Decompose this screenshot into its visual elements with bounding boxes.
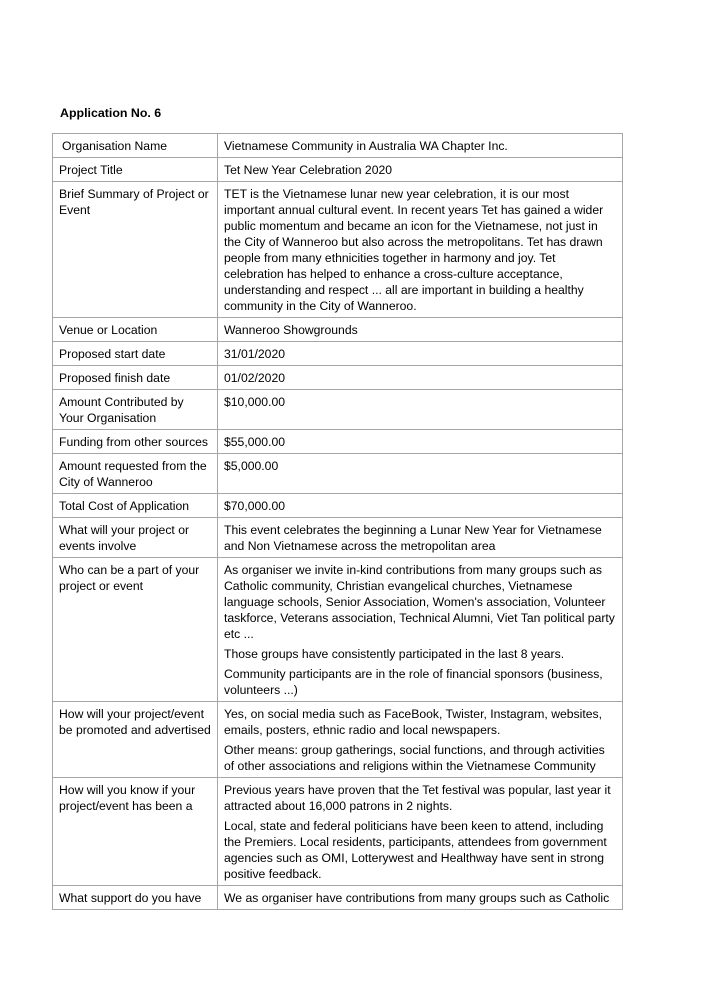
value-paragraph: 01/02/2020 [224, 371, 285, 385]
table-row [53, 182, 623, 318]
value-paragraph: Previous years have proven that the Tet festival was popular, last year it attracted about 16,000 patrons in 2 nights. [224, 783, 611, 813]
table-row [53, 366, 623, 390]
table-row [53, 158, 623, 182]
row-value [218, 318, 623, 342]
row-value [218, 518, 623, 558]
value-paragraph: $70,000.00 [224, 499, 285, 513]
value-paragraph: Those groups have consistently participated in the last 8 years. [224, 647, 565, 661]
row-label: Organisation Name [53, 134, 218, 158]
table-row [53, 558, 623, 702]
value-paragraph: $5,000.00 [224, 459, 279, 473]
value-paragraph: Community participants are in the role of financial sponsors (business, volunteers ...) [224, 667, 603, 697]
row-value [218, 134, 623, 158]
table-row [53, 318, 623, 342]
table-row [53, 342, 623, 366]
value-paragraph: We as organiser have contributions from many groups such as Catholic [224, 891, 610, 905]
value-paragraph: Other means: group gatherings, social functions, and through activities of other associations and religions within the Vietnamese Community [224, 743, 605, 773]
table-row [53, 430, 623, 454]
row-value [218, 454, 623, 494]
row-label: How will you know if your project/event has been a [53, 778, 218, 886]
value-paragraph: $10,000.00 [224, 395, 285, 409]
value-paragraph: Yes, on social media such as FaceBook, Twister, Instagram, websites, emails, posters, ethnic radio and local newspapers. [224, 707, 602, 737]
row-value [218, 182, 623, 318]
row-value [218, 430, 623, 454]
row-value [218, 558, 623, 702]
application-table [52, 133, 623, 910]
table-row [53, 518, 623, 558]
row-label: What support do you have [53, 886, 218, 910]
row-label: Proposed start date [53, 342, 218, 366]
row-label: Who can be a part of your project or event [53, 558, 218, 702]
application-heading: Application No. 6 [60, 106, 162, 120]
row-label: Venue or Location [53, 318, 218, 342]
table-row [53, 778, 623, 886]
row-value [218, 494, 623, 518]
value-paragraph: 31/01/2020 [224, 347, 285, 361]
row-label: How will your project/event be promoted and advertised [53, 702, 218, 778]
value-paragraph: Local, state and federal politicians have been keen to attend, including the Premiers. Local residents, participants, attendees from government agencies such as OMI, Lotterywest and Healthway have sent in strong positive feedback. [224, 819, 607, 881]
table-row [53, 886, 623, 910]
value-paragraph: Wanneroo Showgrounds [224, 323, 358, 337]
row-value [218, 158, 623, 182]
row-label: Total Cost of Application [53, 494, 218, 518]
value-paragraph: TET is the Vietnamese lunar new year celebration, it is our most important annual cultural event. In recent years Tet has gained a wider public momentum and became an icon for the Vietnamese, not just in the City of Wanneroo but also across the metropolitans. Tet has drawn people from many ethnicities together in harmony and joy. Tet celebration has helped to enhance a cross-culture acceptance, understanding and respect ... all are important in building a healthy community in the City of Wanneroo. [224, 187, 604, 313]
table-row [53, 494, 623, 518]
row-label: Funding from other sources [53, 430, 218, 454]
row-label: Project Title [53, 158, 218, 182]
row-label: Proposed finish date [53, 366, 218, 390]
value-paragraph: Vietnamese Community in Australia WA Chapter Inc. [224, 139, 508, 153]
value-paragraph: This event celebrates the beginning a Lunar New Year for Vietnamese and Non Vietnamese across the metropolitan area [224, 523, 602, 553]
row-value [218, 366, 623, 390]
row-value [218, 778, 623, 886]
table-row [53, 134, 623, 158]
row-value [218, 342, 623, 366]
row-label: Brief Summary of Project or Event [53, 182, 218, 318]
table-row [53, 454, 623, 494]
value-paragraph: Tet New Year Celebration 2020 [224, 163, 393, 177]
row-label: Amount requested from the City of Wanneroo [53, 454, 218, 494]
row-label: What will your project or events involve [53, 518, 218, 558]
row-value [218, 702, 623, 778]
table-row [53, 390, 623, 430]
value-paragraph: $55,000.00 [224, 435, 285, 449]
row-label: Amount Contributed by Your Organisation [53, 390, 218, 430]
value-paragraph: As organiser we invite in-kind contributions from many groups such as Catholic community, Christian evangelical churches, Vietnamese language schools, Senior Association, Women's association, Volunteer taskforce, Veterans association, Technical Alumni, Viet Tan political party etc ... [224, 563, 615, 641]
table-row [53, 702, 623, 778]
row-value [218, 390, 623, 430]
row-value [218, 886, 623, 910]
